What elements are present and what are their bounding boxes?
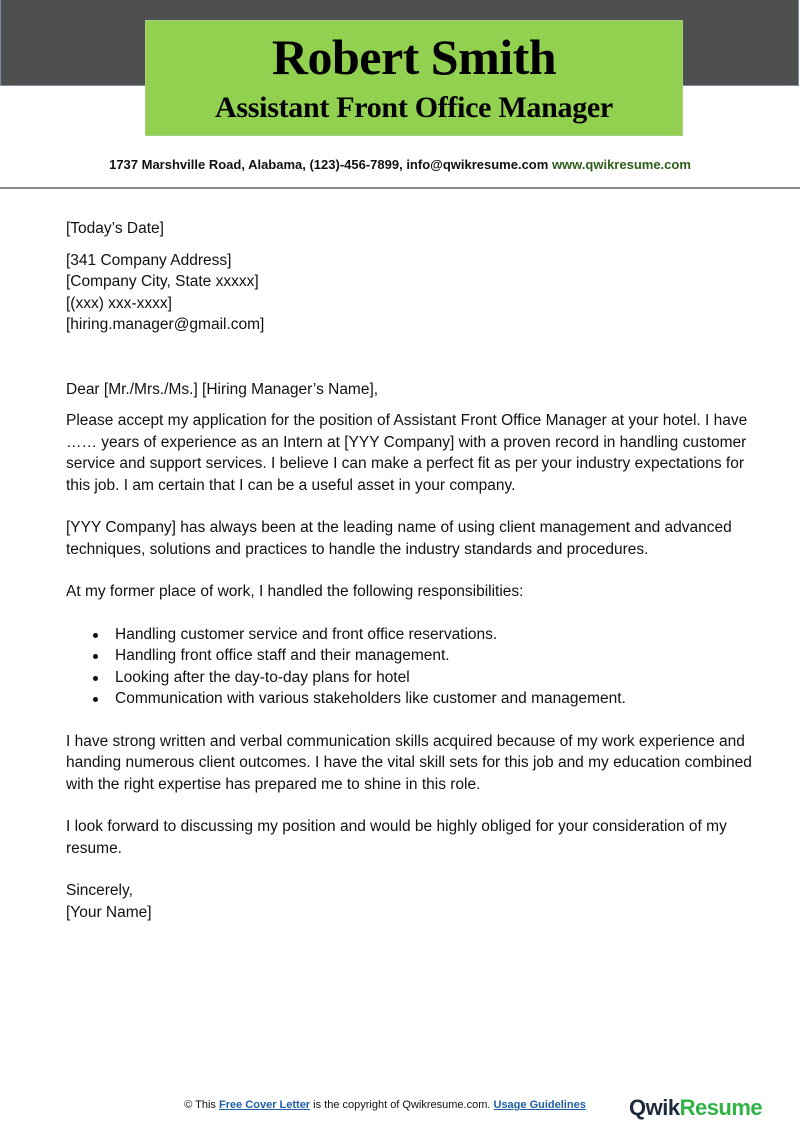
letter-body	[66, 218, 756, 923]
greeting: Dear [Mr./Mrs./Ms.] [Hiring Manager’s Name],	[66, 380, 379, 398]
address-line: [Company City, State xxxxx]	[66, 273, 259, 290]
header-divider	[0, 187, 800, 189]
list-item: Handling customer service and front office reservations.	[115, 624, 756, 646]
logo-resume: Resume	[679, 1095, 763, 1120]
address-line: [341 Company Address]	[66, 251, 232, 269]
signature: [Your Name]	[66, 903, 152, 921]
website-link[interactable]: www.qwikresume.com	[551, 157, 691, 172]
address-line: [(xxx) xxx-xxxx]	[66, 294, 172, 312]
candidate-name: Robert Smith	[271, 29, 557, 85]
qwikresume-logo	[629, 1095, 762, 1121]
sign-off: Sincerely,	[66, 882, 133, 899]
paragraph: [YYY Company] has always been at the leading name of using client management and advanced techniques, solutions and practices to handle the industry standards and procedures.	[66, 519, 732, 558]
logo-qwik: Qwik	[629, 1095, 680, 1120]
letter-date: [Today’s Date]	[66, 220, 164, 237]
paragraph: I look forward to discussing my position and would be highly obliged for your consideration of my resume.	[66, 818, 727, 857]
responsibilities-list	[66, 624, 756, 710]
footer-prefix: © This	[184, 1099, 219, 1111]
contact-line	[0, 157, 800, 172]
name-box	[145, 20, 683, 136]
list-intro: At my former place of work, I handled the following responsibilities:	[66, 583, 524, 600]
list-item: Communication with various stakeholders like customer and management.	[115, 688, 756, 710]
list-item: Handling front office staff and their management.	[115, 645, 756, 667]
footer-middle: is the copyright of Qwikresume.com.	[310, 1099, 494, 1111]
contact-details: 1737 Marshville Road, Alabama, (123)-456-7899, info@qwikresume.com	[109, 157, 549, 172]
paragraph: I have strong written and verbal communication skills acquired because of my work experience and handing numerous client outcomes. I have the vital skill sets for this job and my education combined with the right expertise has prepared me to shine in this role.	[66, 732, 752, 793]
free-cover-letter-link[interactable]: Free Cover Letter	[219, 1099, 311, 1111]
usage-guidelines-link[interactable]: Usage Guidelines	[493, 1099, 586, 1111]
job-title: Assistant Front Office Manager	[215, 91, 613, 124]
recipient-address	[66, 250, 756, 336]
paragraph: Please accept my application for the position of Assistant Front Office Manager at your hotel. I have …… years of experience as an Intern at [YYY Company] with a proven record in handling customer service and support services. I believe I can make a perfect fit as per your industry expectations for this job. I am certain that I can be a useful asset in your company.	[66, 412, 748, 494]
list-item: Looking after the day-to-day plans for hotel	[115, 667, 756, 689]
address-line: [hiring.manager@gmail.com]	[66, 316, 265, 333]
